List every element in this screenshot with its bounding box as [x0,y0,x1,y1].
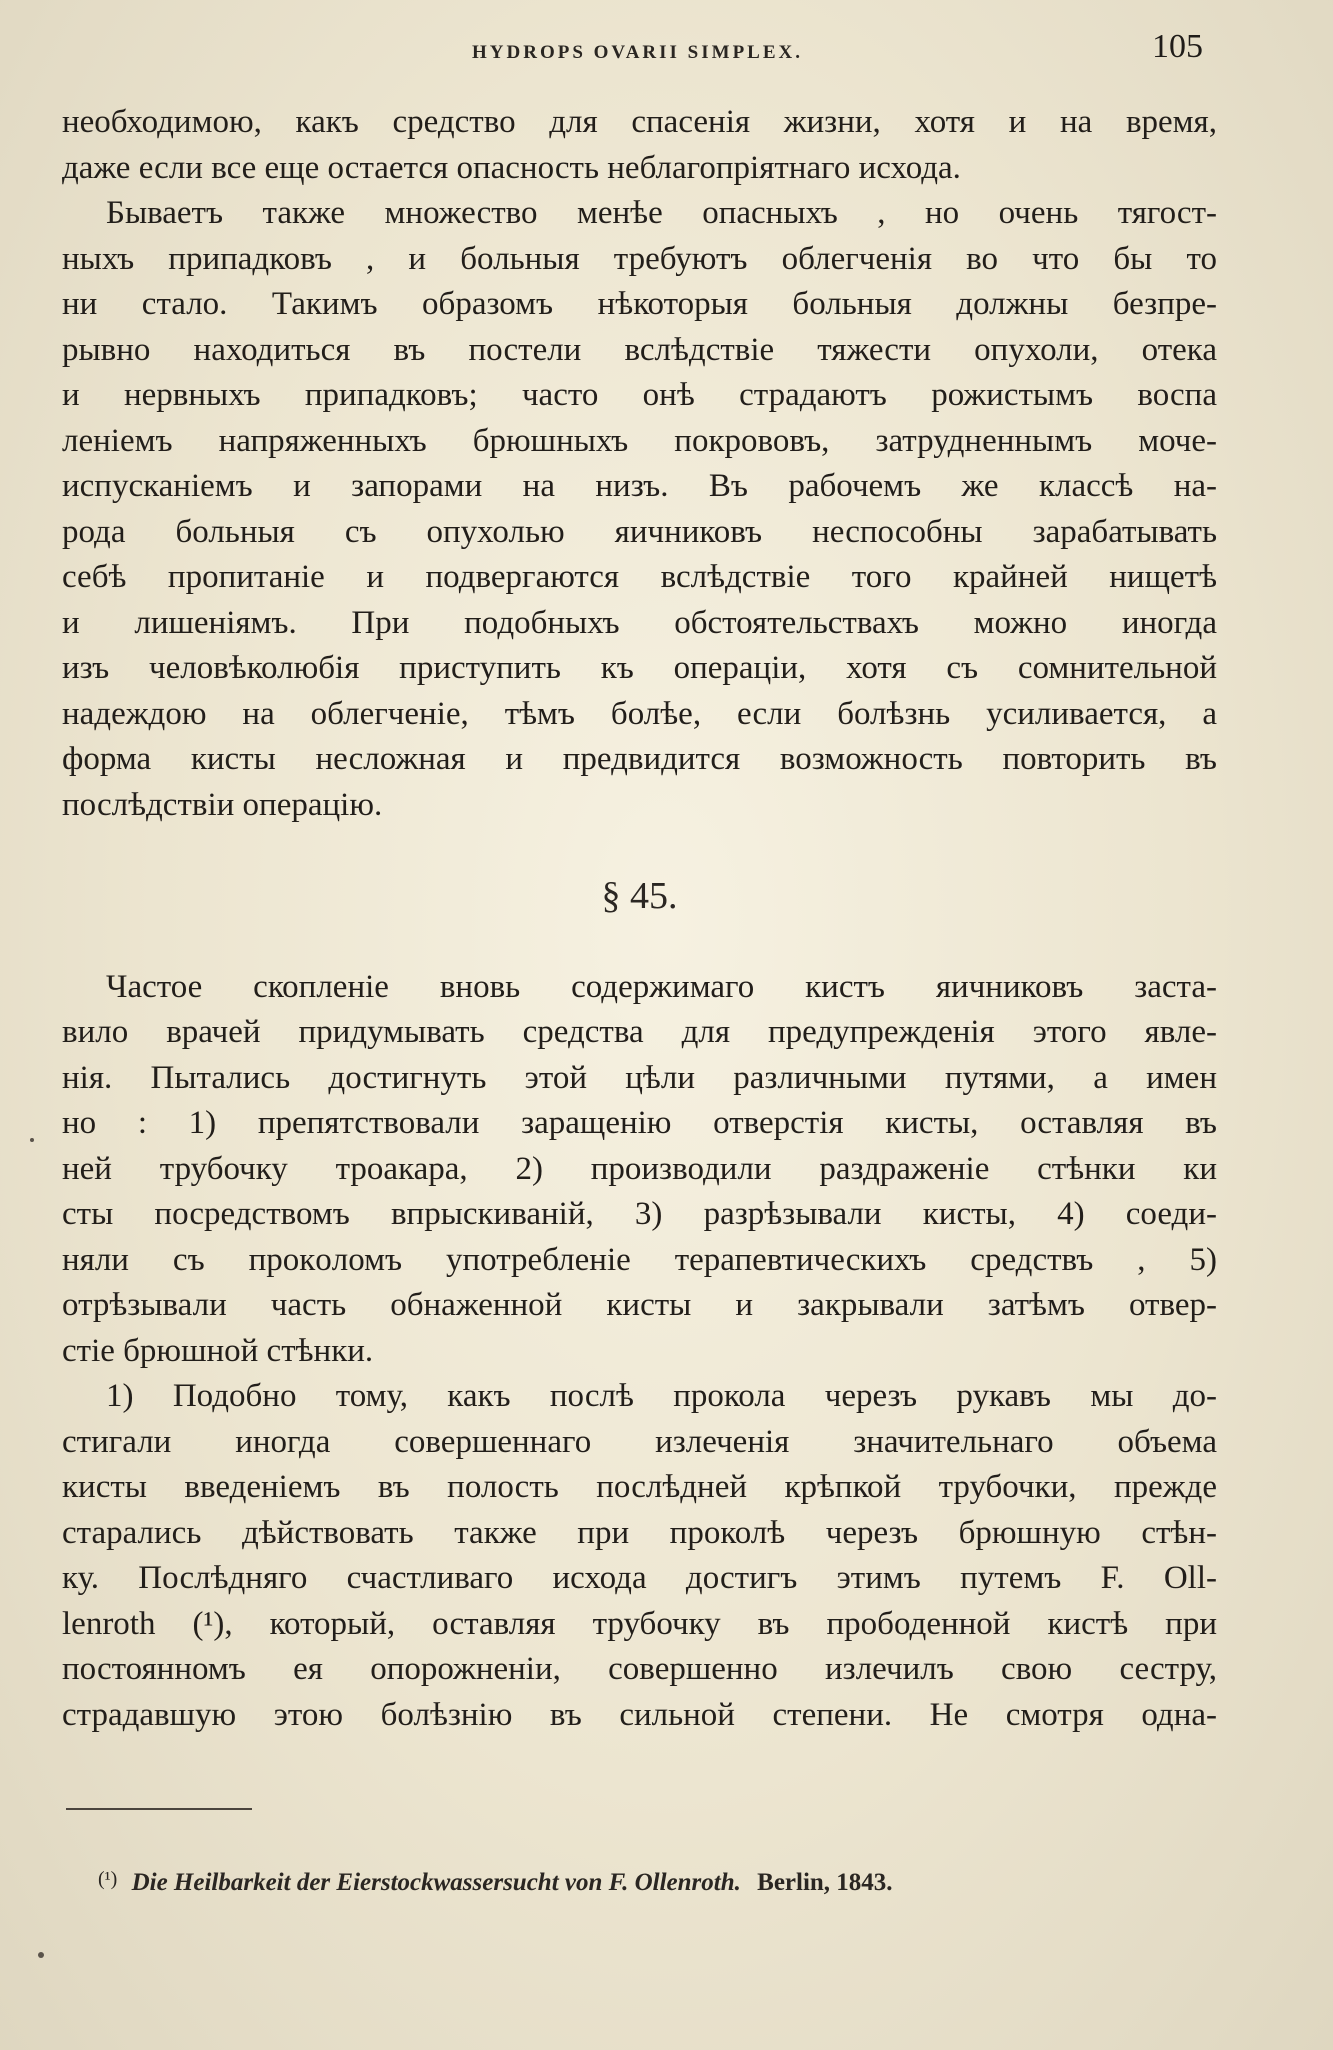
text-line: и лишеніямъ. При подобныхъ обстоятельствахъ можно иногда [62,604,1217,641]
paragraph [62,1374,1217,1738]
text-line: стіе брюшной стѣнки. [62,1332,374,1369]
text-line: стигали иногда совершеннаго излеченія значительнаго объема [62,1423,1217,1460]
footnote-title: Die Heilbarkeit der Eierstockwassersucht von F. Ollenroth. [131,1869,741,1896]
text-line: 1) Подобно тому, какъ послѣ прокола черезъ рукавъ мы до- [106,1378,1217,1414]
text-line: ней трубочку троакара, 2) производили раздраженіе стѣнки ки [62,1150,1217,1187]
scan-speck [30,1138,34,1142]
paragraph [62,191,1217,828]
paragraph-continuation [62,100,1217,191]
text-line: но : 1) препятствовали заращенію отверстія кисты, оставляя въ [62,1105,1217,1141]
text-line: Бываетъ также множество менѣе опасныхъ , но очень тягост- [106,195,1217,231]
text-line: форма кисты несложная и предвидится возможность повторить въ [62,741,1217,777]
text-line: ку. Послѣдняго счастливаго исхода достигъ этимъ путемъ F. Oll- [62,1560,1217,1596]
text-line: рода больныя съ опухолью яичниковъ неспособны зарабатывать [62,513,1217,550]
section-heading: § 45. [601,874,678,917]
paragraph [62,965,1217,1375]
text-line: необходимою, какъ средство для спасенія жизни, хотя и на время, [62,104,1217,140]
text-line: изъ человѣколюбія приступить къ операціи, хотя съ сомнительной [62,650,1217,686]
text-line: испусканіемъ и запорами на низъ. Въ рабочемъ же классѣ на- [62,468,1217,504]
text-line: отрѣзывали часть обнаженной кисты и закрывали затѣмъ отвер- [62,1287,1217,1323]
text-line: кисты введеніемъ въ полость послѣдней крѣпкой трубочки, прежде [62,1469,1217,1505]
text-line: Частое скопленіе вновь содержимаго кистъ яичниковъ заста- [106,968,1217,1005]
text-line: lenroth (¹), который, оставляя трубочку въ прободенной кистѣ при [62,1605,1217,1642]
text-line: вило врачей придумывать средства для предупрежденія этого явле- [62,1014,1217,1050]
text-line: сты посредствомъ впрыскиваній, 3) разрѣзывали кисты, 4) соеди- [62,1196,1217,1232]
text-line: страдавшую этою болѣзнію въ сильной степени. Не смотря одна- [62,1696,1217,1733]
text-line: и нервныхъ припадковъ; часто онѣ страдаютъ рожистымъ воспа [62,377,1217,413]
text-line: нія. Пытались достигнуть этой цѣли различными путями, а имен [62,1059,1217,1096]
text-line: старались дѣйствовать также при проколѣ черезъ брюшную стѣн- [62,1514,1217,1551]
page-header [60,28,1215,76]
footnote-place-year: Berlin, 1843. [757,1869,893,1896]
text-line: няли съ прокoломъ употребленіе терапевтическихъ средствъ , 5) [62,1241,1217,1278]
text-line: постоянномъ ея опорожненіи, совершенно излечилъ свою сестру, [62,1651,1217,1687]
text-line: даже если все еще остается опасность неблагопріятнаго исхода. [62,149,961,186]
text-line: послѣдствіи операцію. [62,786,383,823]
scan-speck [38,1952,44,1958]
text-line: рывно находиться въ постели вслѣдствіе тяжести опухоли, отека [62,331,1217,368]
page-number: 105 [1152,28,1203,65]
text-line: надеждою на облегченіе, тѣмъ болѣе, если болѣзнь усиливается, а [62,695,1217,732]
text-line: ни стало. Такимъ образомъ нѣкоторыя больныя должны безпре- [62,286,1217,322]
footnote [98,1868,1223,1897]
body-text [62,100,1217,1738]
text-line: ныхъ припадковъ , и больныя требуютъ облегченія во что бы то [62,240,1217,277]
running-head: HYDROPS OVARII SIMPLEX. [472,42,803,63]
footnote-mark: (¹) [98,1868,118,1890]
footnote-rule [66,1808,252,1810]
text-line: себѣ пропитаніе и подвергаются вслѣдствіе того крайней нищетѣ [62,559,1217,595]
text-line: леніемъ напряженныхъ брюшныхъ покрововъ, затрудненнымъ моче- [62,422,1217,459]
